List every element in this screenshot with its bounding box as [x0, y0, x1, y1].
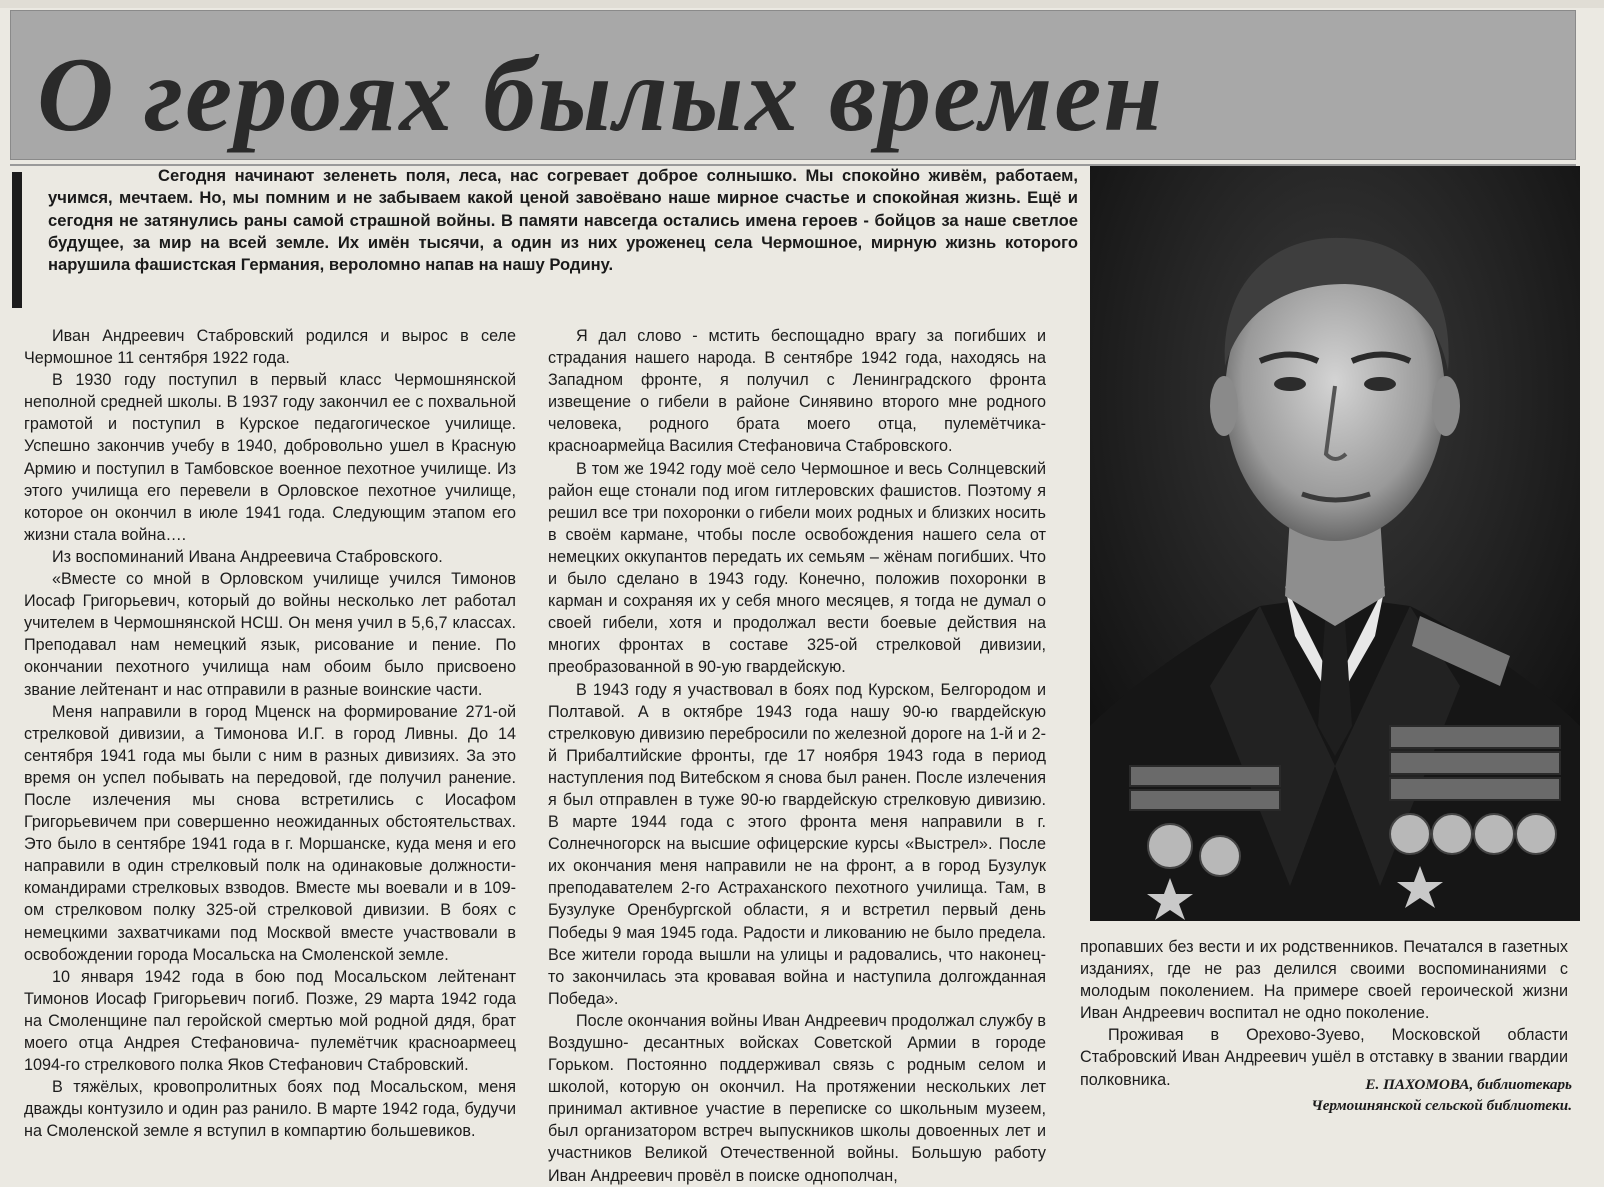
paragraph: «Вместе со мной в Орловском училище учился Тимонов Иосаф Григорьевич, который до войны несколько лет работал учителем в Чермошнянской НСШ. Он меня учил в 5,6,7 классах. Преподавал нам немецкий язык, рисование и пение. По окончании пехотного училища нам обоим было присвоено звание лейтенант и нас отправили в разные воинские части. [24, 570, 516, 699]
lead-paragraph: Сегодня начинают зеленеть поля, леса, нас согревает доброе солнышко. Мы спокойно живём, работаем, учимся, мечтаем. Но, мы помним и не забываем какой ценой завоёвано наше мирное счастье и спокойная жизнь. Ещё и сегодня не затянулись раны самой страшной войны. В памяти навсегда остались имена героев - бойцов за наше светлое будущее, за мир на всей земле. Их имён тысячи, а один из них уроженец села Чермошное, мирную жизнь которого нарушила фашистская Германия, вероломно напав на нашу Родину. [48, 166, 1078, 275]
paragraph: В 1930 году поступил в первый класс Чермошнянской неполной средней школы. В 1937 году закончил ее с похвальной грамотой и поступил в Курское педагогическое училище. Успешно закончив учебу в 1940, добровольно ушел в Красную Армию и поступил в Тамбовское военное пехотное училище. Из этого училища его перевели в Орловское пехотное училище, которое он окончил в июле 1941 года. Следующим этапом его жизни стала война…. [24, 371, 516, 544]
headline: О героях былых времен [37, 36, 1165, 153]
paragraph: Я дал слово - мстить беспощадно врагу за погибших и страдания нашего народа. В сентябре 1942 года, находясь на Западном фронте, я получил с Ленинградского фронта извещение о гибели в районе Синявино второго мне родного человека, родного брата моего отца, пулемётчика-красноармейца Василия Стефановича Стабровского. [548, 327, 1046, 456]
article-column-2 [548, 325, 1046, 1187]
paragraph: В 1943 году я участвовал в боях под Курском, Белгородом и Полтавой. А в октябре 1943 года нашу 90-ю гвардейскую стрелковую дивизию перебросили по железной дороге на 1-й и 2-й Прибалтийские фронты, где 17 ноября 1943 года в период наступления под Витебском я снова был ранен. После излечения я был отправлен в туже 90-ю гвардейскую стрелковую дивизию. В марте 1944 года с этого фронта меня направили в г. Солнечногорск на высшие офицерские курсы «Выстрел». После их окончания меня направили не на фронт, а в город Бузулук преподавателем 2-го Астраханского пехотного училища. Там, в Бузулуке Оренбургской области, я и встретил первый день Победы 9 мая 1945 года. Радости и ликованию не было предела. Все жители города вышли на улицы и радовались, что наконец-то закончилась эта кровавая война и наступила долгожданная Победа». [548, 680, 1046, 1008]
author-signature [1080, 1074, 1572, 1116]
lead-marker-bar [12, 172, 22, 308]
author-name: Е. ПАХОМОВА, библиотекарь [1365, 1076, 1572, 1093]
paragraph: В том же 1942 году моё село Чермошное и весь Солнцевский район еще стонали под игом гитлеровских фашистов. Поэтому я решил все три похоронки о гибели моих родных и близких носить в своём кармане, чтобы после освобождения нашего села от немецких оккупантов передать их семьям – жёнам погибших. Что и было сделано в 1943 году. Конечно, положив похоронки в карман и сохраняя их у себя много месяцев, я тогда не думал о своей гибели, хотя и продолжал вести боевые действия на многих фронтах в составе 325-ой стрелковой дивизии, преобразованной в 90-ую гвардейскую. [548, 459, 1046, 677]
author-affiliation: Чермошнянской сельской библиотеки. [1311, 1097, 1572, 1114]
paragraph: Из воспоминаний Ивана Андреевича Стабровского. [52, 547, 443, 566]
article-column-3 [1080, 936, 1568, 1091]
paragraph: В тяжёлых, кровопролитных боях под Мосальском, меня дважды контузило и один раз ранило. В марте 1942 года, будучи на Смоленской земле я вступил в компартию большевиков. [24, 1078, 516, 1141]
portrait-photo [1090, 166, 1580, 921]
paragraph: 10 января 1942 года в бою под Мосальском лейтенант Тимонов Иосаф Григорьевич погиб. Позже, 29 марта 1942 года на Смоленщине пал геройской смертью мой родной дядя, брат моего отца Андрея Стефановича- пулемётчик красноармеец 1094-го стрелкового полка Яков Стефанович Стабровский. [24, 967, 516, 1075]
page-top-edge [0, 0, 1604, 8]
paragraph: Меня направили в город Мценск на формирование 271-ой стрелковой дивизии, а Тимонова И.Г. в город Ливны. До 14 сентября 1941 года мы были с ним в разных дивизиях. За это время он успел побывать на передовой, где получил ранение. После излечения мы снова встретились с Иосафом Григорьевичем при совершенно неожиданных обстоятельствах. Это было в сентябре 1941 года в г. Моршанске, куда меня и его направили в один стрелковый полк на одинаковые должности- командирами стрелковых взводов. Вместе мы воевали и в 109-ом стрелковом полку 325-ой стрелковой дивизии. В боях с немецкими захватчиками под Москвой вместе участвовали в освобождении города Мосальска на Смоленской земле. [24, 702, 516, 964]
paragraph: Проживая в Орехово-Зуево, Московской области Стабровский Иван Андреевич ушёл в отставку в звании гвардии полковника. [1080, 1026, 1568, 1089]
paragraph: После окончания войны Иван Андреевич продолжал службу в Воздушно- десантных войсках Советской Армии в городе Горьком. Постоянно поддерживал связь с родным селом и школой, которую он окончил. На протяжении нескольких лет принимал активное участие в переписке со школьным музеем, был организатором встреч выпускников школы довоенных лет и участников Великой Отечественной войны. Большую работу Иван Андреевич провёл в поиске однополчан, [548, 1011, 1047, 1185]
headline-banner [10, 10, 1576, 160]
article-column-1 [24, 325, 516, 1142]
paragraph: пропавших без вести и их родственников. Печатался в газетных изданиях, где не раз делился своими воспоминаниями с молодым поколением. На примере своей героической жизни Иван Андреевич воспитал не одно поколение. [1080, 938, 1568, 1023]
paragraph: Иван Андреевич Стабровский родился и вырос в селе Чермошное 11 сентября 1922 года. [24, 327, 516, 368]
